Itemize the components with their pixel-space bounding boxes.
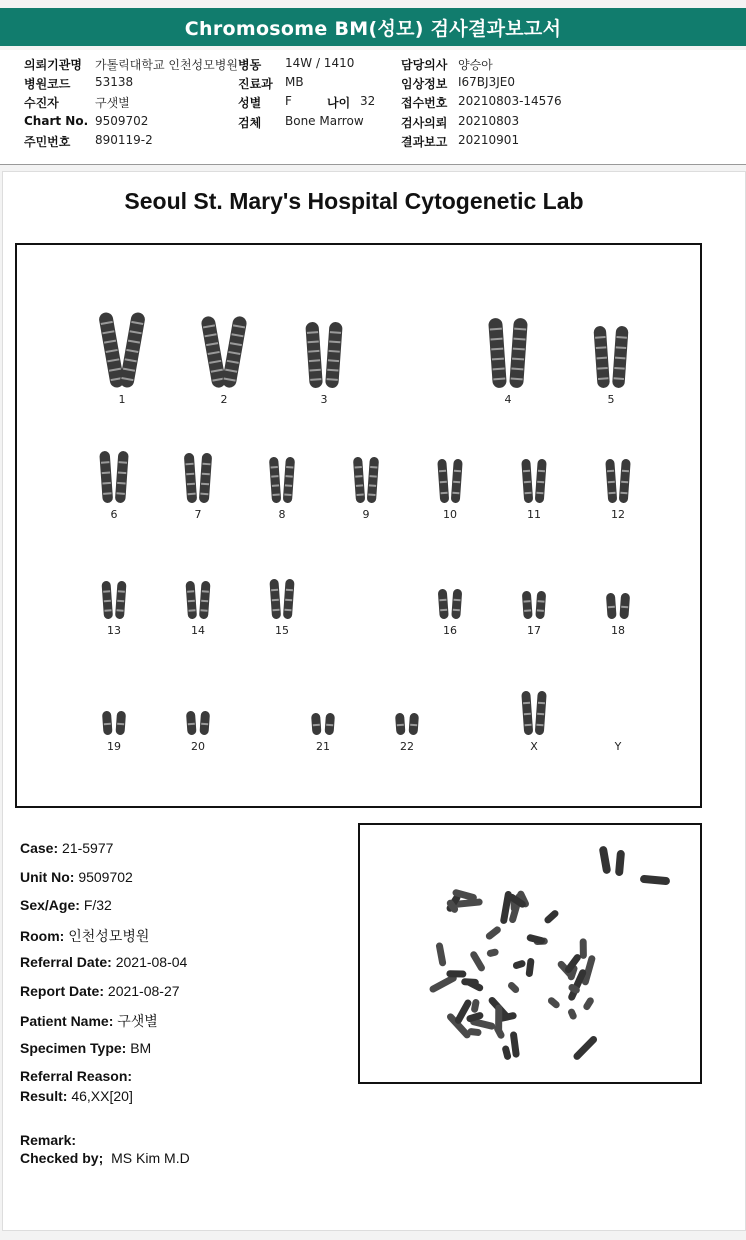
header-value: 양승아: [458, 58, 493, 72]
field-referral-date: Referral Date: 2021-08-04: [20, 954, 188, 970]
header-label: 진료과: [238, 77, 273, 91]
metaphase-chromosomes: [428, 846, 670, 1062]
header-label: 검체: [238, 116, 262, 130]
header-value: MB: [285, 75, 304, 89]
karyotype-report: [2, 171, 746, 1231]
report-title: Chromosome BM(성모) 검사결과보고서: [0, 8, 746, 46]
chromosome-label: 5: [607, 393, 615, 406]
chromosome-label: 1: [118, 393, 126, 406]
chromosome-label: 13: [107, 624, 121, 637]
header-value: 20210803-14576: [458, 94, 562, 108]
chromosome-pair: [606, 593, 630, 620]
chromosome-pair: [521, 691, 547, 736]
field-unit-no: Unit No: 9509702: [20, 869, 133, 885]
karyogram-panel: [15, 243, 702, 808]
chromosome-label: X: [530, 740, 538, 753]
chromosome-pair: [184, 453, 212, 504]
metaphase-image: [360, 825, 700, 1082]
header-label: 검사의뢰: [401, 116, 448, 130]
chromosome-pair: [605, 459, 631, 504]
header-value: 53138: [95, 75, 134, 89]
field-result: Result: 46,XX[20]: [20, 1088, 133, 1104]
chromosome-pair: [269, 457, 295, 504]
chromosome-label: 20: [191, 740, 205, 753]
field-room: Room: 인천성모병원: [20, 928, 150, 944]
chromosome-label: 11: [527, 508, 541, 521]
chromosome-pair: [102, 711, 126, 736]
chromosome-pair: [395, 713, 419, 736]
chromosome-label: 9: [362, 508, 370, 521]
header-label: 나이: [327, 96, 351, 110]
header-value: 14W / 1410: [285, 56, 355, 70]
header-label: 병원코드: [24, 77, 71, 91]
chromosome-label: Y: [614, 740, 622, 753]
header-value: 가톨릭대학교 인천성모병원: [95, 58, 238, 72]
header-label: 주민번호: [24, 135, 71, 149]
chromosome-label: 22: [400, 740, 414, 753]
chromosome-label: 17: [527, 624, 541, 637]
chromosome-pair: [101, 581, 126, 620]
header-value: 9509702: [95, 114, 149, 128]
chromosome-label: 4: [504, 393, 512, 406]
chromosome-pair: [593, 326, 628, 389]
chromosome-label: 14: [191, 624, 205, 637]
header-value: F: [285, 94, 292, 108]
chromosome-pair: [269, 579, 294, 620]
chromosome-label: 10: [443, 508, 457, 521]
chromosome-label: 21: [316, 740, 330, 753]
chromosome-pair: [186, 711, 210, 736]
header-value: 20210901: [458, 133, 520, 147]
chromosome-label: 15: [275, 624, 289, 637]
field-remark: Remark:: [20, 1132, 77, 1148]
header-value: Bone Marrow: [285, 114, 364, 128]
header-label: 담당의사: [401, 58, 448, 72]
chromosome-pair: [98, 311, 146, 388]
chromosome-label: 12: [611, 508, 625, 521]
header-value: 구샛별: [95, 96, 130, 110]
chromosome-pair: [200, 315, 247, 388]
header-value: 890119-2: [95, 133, 153, 147]
field-case: Case: 21-5977: [20, 840, 114, 856]
field-sex-age: Sex/Age: F/32: [20, 897, 112, 913]
header-value: I67BJ3JE0: [458, 75, 515, 89]
metaphase-panel: [358, 823, 702, 1084]
header-label: 병동: [238, 58, 262, 72]
lab-title: Seoul St. Mary's Hospital Cytogenetic Lab: [124, 188, 584, 214]
karyogram-image: [17, 245, 700, 806]
chromosome-pair: [99, 451, 129, 504]
header-label: 의뢰기관명: [24, 58, 82, 72]
header-value: 32: [360, 94, 376, 108]
header-label: 성별: [238, 96, 262, 110]
chromosome-pair: [305, 322, 343, 389]
header-label: Chart No.: [24, 114, 89, 128]
chromosome-label: 6: [110, 508, 118, 521]
header-label: 임상정보: [401, 77, 448, 91]
chromosome-pair: [438, 589, 463, 620]
header-value: 20210803: [458, 114, 520, 128]
chromosome-pair: [437, 459, 463, 504]
field-specimen-type: Specimen Type: BM: [20, 1040, 152, 1056]
chromosome-pair: [488, 318, 528, 389]
chromosome-pair: [521, 459, 547, 504]
chromosome-pair: [522, 591, 546, 620]
header-label: 결과보고: [401, 135, 448, 149]
chromosome-label: 16: [443, 624, 457, 637]
patient-header: [0, 50, 746, 165]
chromosome-label: 2: [220, 393, 228, 406]
field-report-date: Report Date: 2021-08-27: [20, 983, 180, 999]
chromosome-pair: [353, 457, 379, 504]
header-label: 접수번호: [401, 96, 448, 110]
field-referral-reason: Referral Reason:: [20, 1068, 133, 1084]
field-patient-name: Patient Name: 구샛별: [20, 1013, 158, 1029]
chromosome-label: 19: [107, 740, 121, 753]
chromosome-pair: [185, 581, 210, 620]
chromosome-label: 18: [611, 624, 625, 637]
chromosome-label: 3: [320, 393, 328, 406]
chromosome-label: 8: [278, 508, 286, 521]
chromosome-label: 7: [194, 508, 202, 521]
field-checked-by: Checked by; MS Kim M.D: [20, 1150, 190, 1166]
header-label: 수진자: [24, 96, 59, 110]
chromosome-pair: [311, 713, 335, 736]
